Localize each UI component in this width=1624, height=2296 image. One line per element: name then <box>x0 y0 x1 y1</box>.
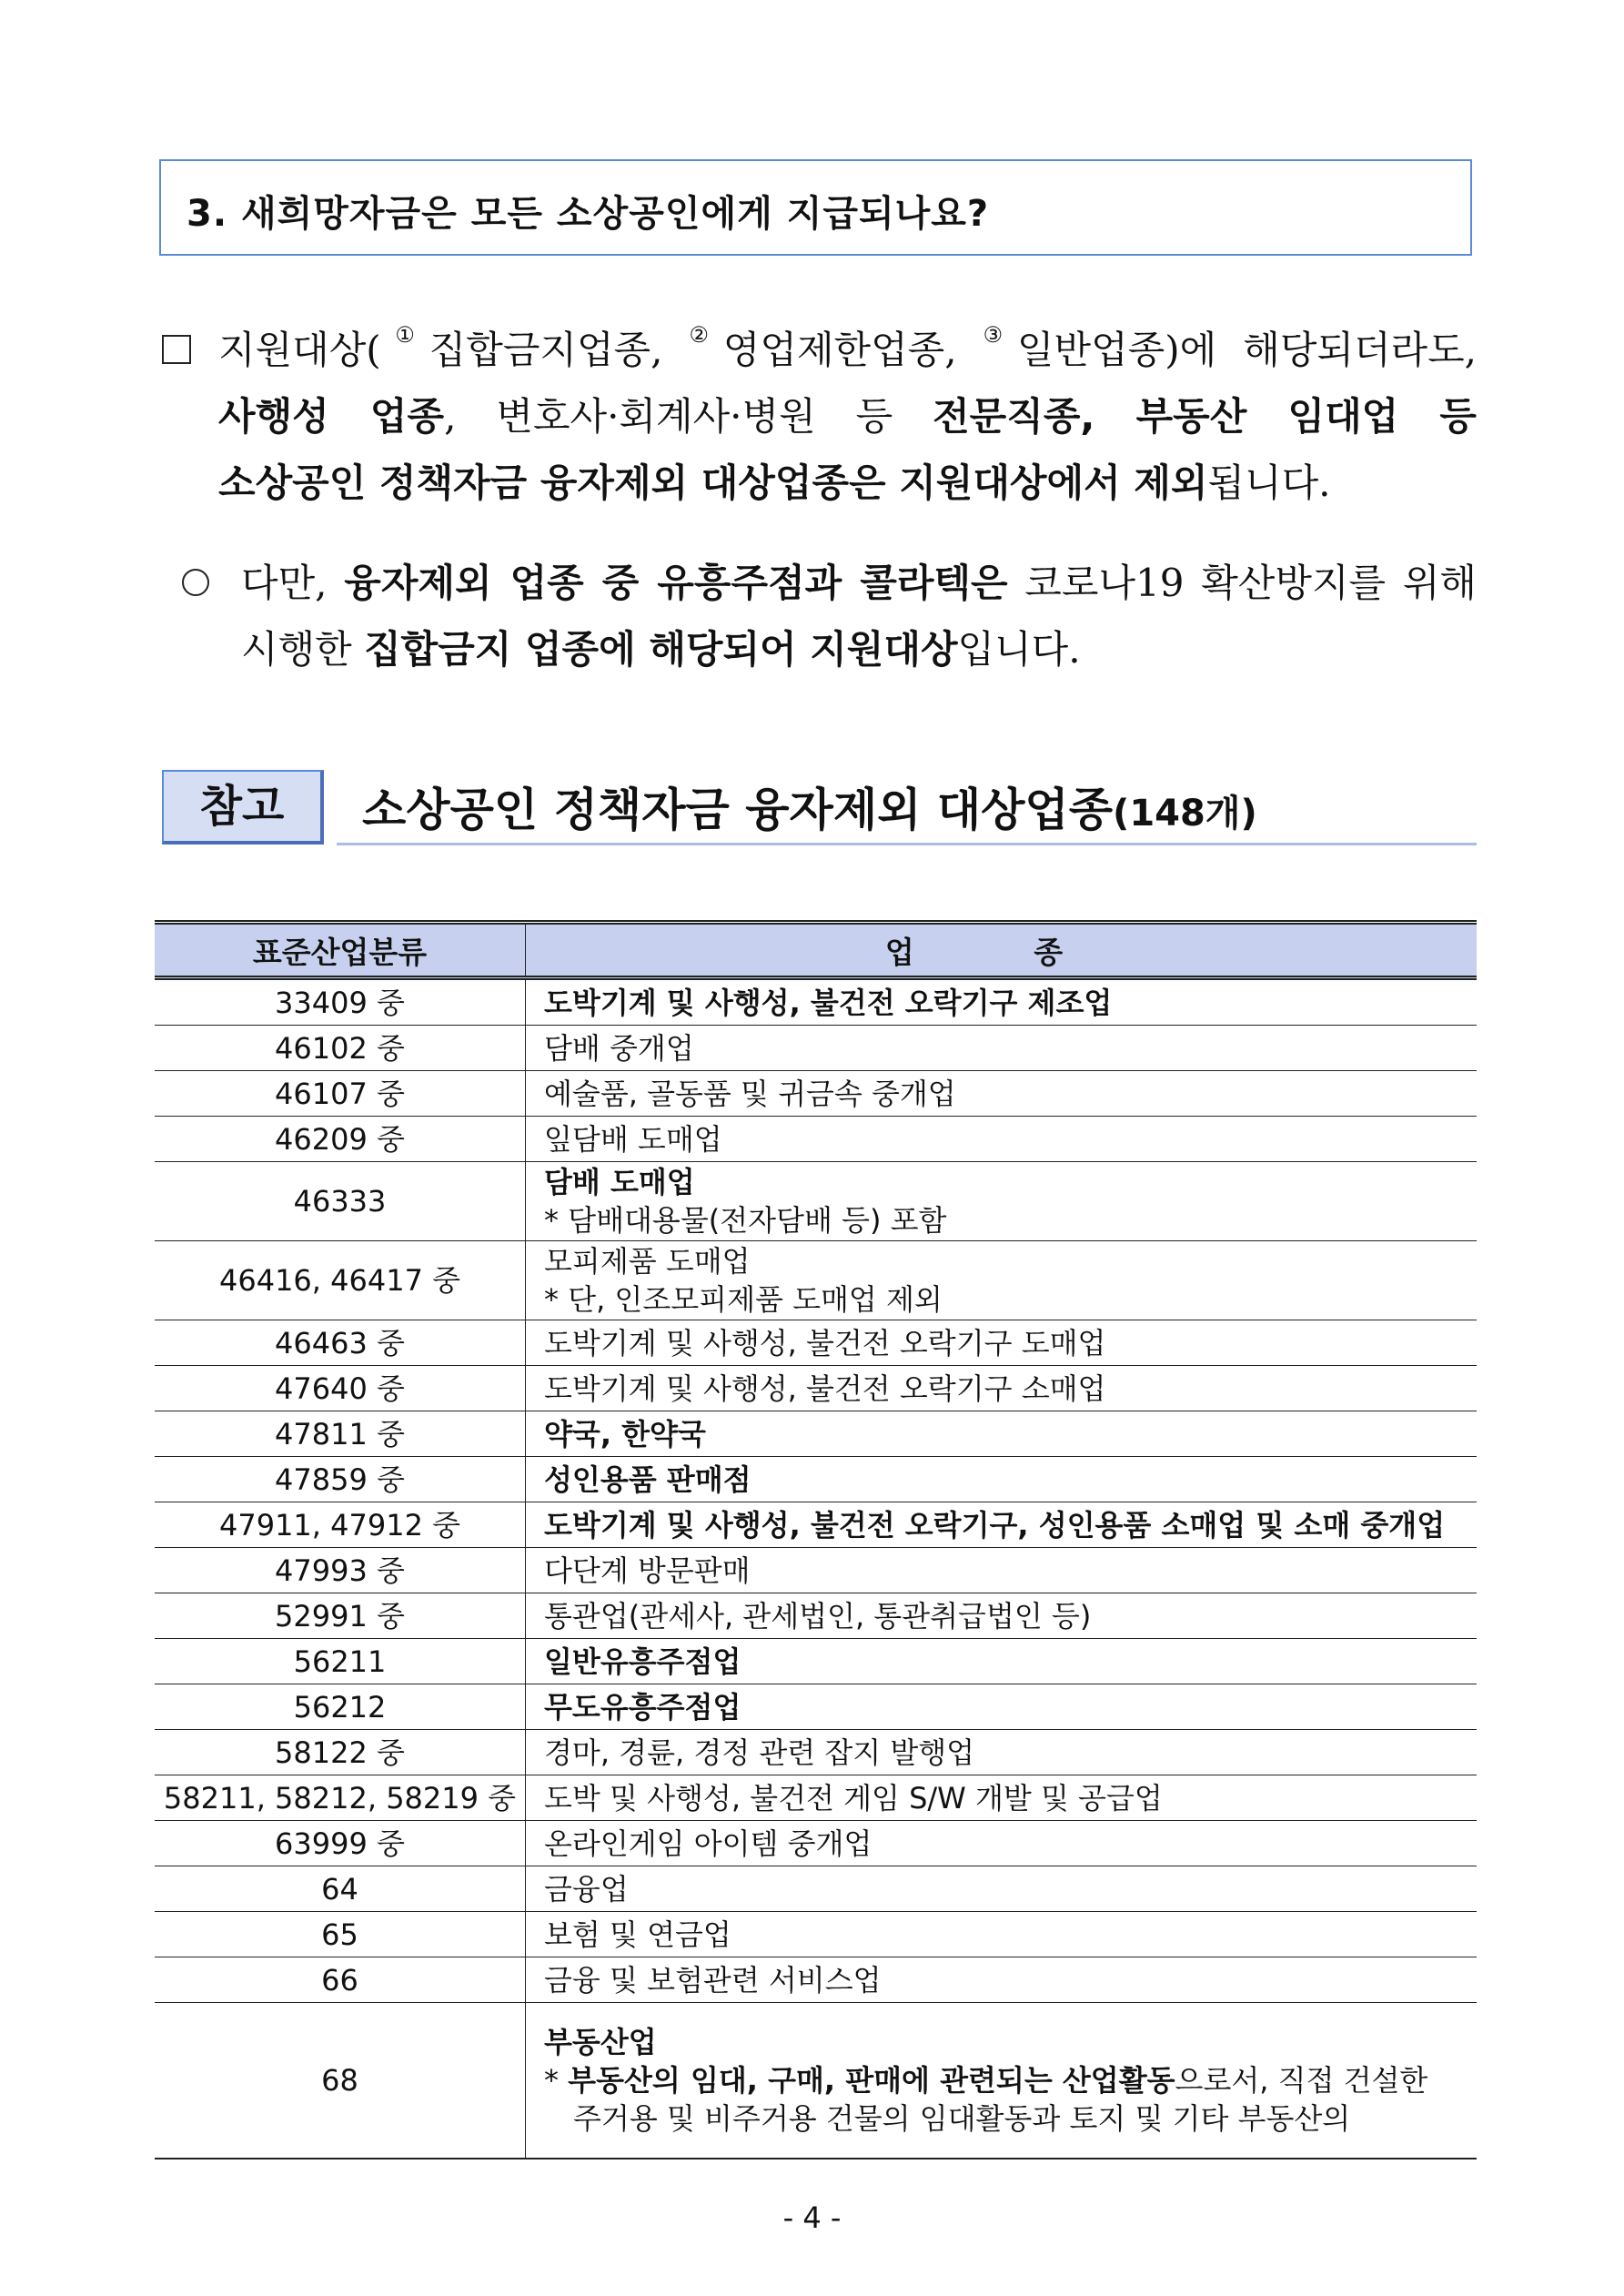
paragraph-eligibility <box>218 317 1477 516</box>
industry-code: 52991 중 <box>155 1593 526 1639</box>
table-row <box>155 1071 1477 1117</box>
text-segment: 담배 도매업 <box>544 1165 695 1199</box>
industry-description <box>526 1548 1478 1593</box>
text-segment: 성인용품 판매점 <box>544 1462 751 1497</box>
text-segment: , 변호사·회계사·병원 등 <box>444 394 933 439</box>
industry-description <box>526 1866 1478 1912</box>
text-segment: 담배 중개업 <box>544 1030 694 1066</box>
table-row <box>155 1912 1477 1957</box>
reference-count: (148개) <box>1113 793 1257 834</box>
description-line <box>544 1120 1477 1158</box>
description-line <box>544 1029 1477 1067</box>
text-segment: 집합금지 업종에 해당되어 지원대상 <box>364 627 958 672</box>
industry-code: 68 <box>155 2003 526 2159</box>
header-industry: 업 종 <box>526 923 1478 978</box>
industry-description <box>526 1912 1478 1957</box>
industry-code: 47640 중 <box>155 1366 526 1411</box>
description-line <box>544 1643 1477 1681</box>
description-line <box>544 1201 1477 1239</box>
page-number: - 4 - <box>782 2200 842 2235</box>
text-segment: 예술품, 골동품 및 귀금속 중개업 <box>544 1076 956 1111</box>
reference-badge: 참고 <box>162 770 324 845</box>
text-segment: * <box>544 2063 569 2098</box>
industry-code: 58211, 58212, 58219 중 <box>155 1775 526 1821</box>
industry-code: 47859 중 <box>155 1457 526 1502</box>
text-segment: 지원대상( <box>218 328 381 372</box>
table-row <box>155 1411 1477 1457</box>
text-segment: 융자제외 업종 중 유흥주점과 콜라텍은 <box>344 561 1008 605</box>
description-line <box>544 1370 1477 1408</box>
description-line <box>544 1597 1477 1635</box>
text-segment: 보험 및 연금업 <box>544 1917 731 1952</box>
text-segment: 부동산업 <box>544 2025 657 2059</box>
industry-code: 47811 중 <box>155 1411 526 1457</box>
description-line <box>544 1324 1477 1362</box>
industry-code: 46333 <box>155 1162 526 1241</box>
text-segment: 온라인게임 아이템 중개업 <box>544 1826 873 1861</box>
circled-number: ② <box>689 322 723 348</box>
table-row <box>155 1866 1477 1912</box>
square-bullet-icon <box>162 335 191 364</box>
description-line <box>544 1415 1477 1453</box>
description-line <box>544 1075 1477 1113</box>
text-segment: 입니다. <box>957 627 1081 672</box>
industry-description <box>526 1502 1478 1548</box>
circle-bullet-icon <box>182 569 209 596</box>
question-box <box>159 159 1472 256</box>
text-segment: 모피제품 도매업 <box>544 1244 751 1279</box>
circled-number: ① <box>380 322 429 348</box>
industry-code: 66 <box>155 1957 526 2003</box>
industry-description <box>526 1071 1478 1117</box>
text-segment: 금융업 <box>544 1871 629 1907</box>
paragraph-exception <box>241 550 1477 683</box>
reference-title-text: 소상공인 정책자금 융자제외 대상업종 <box>362 784 1114 836</box>
industry-description <box>526 1457 1478 1502</box>
industry-code: 65 <box>155 1912 526 1957</box>
table-row <box>155 1162 1477 1241</box>
paragraph-line <box>241 616 1477 683</box>
text-segment: 일반유흥주점업 <box>544 1644 741 1679</box>
description-line <box>544 1961 1477 1999</box>
table-row <box>155 1502 1477 1548</box>
industry-description <box>526 1162 1478 1241</box>
paragraph-line <box>218 450 1477 516</box>
industry-code: 46209 중 <box>155 1117 526 1162</box>
industry-description <box>526 1957 1478 2003</box>
text-segment: 영업제한업종, <box>722 328 983 372</box>
text-segment: 금융 및 보험관련 서비스업 <box>544 1962 882 1998</box>
industry-description <box>526 978 1478 1026</box>
industry-code: 47993 중 <box>155 1548 526 1593</box>
text-segment: 으로서, 직접 건설한 <box>1175 2063 1428 2098</box>
text-segment: * 담배대용물(전자담배 등) 포함 <box>544 1203 947 1238</box>
text-segment: 도박기계 및 사행성, 불건전 오락기구 제조업 <box>544 985 1113 1020</box>
description-line <box>544 2061 1477 2099</box>
table-row <box>155 1775 1477 1821</box>
description-line <box>544 1916 1477 1954</box>
table-row <box>155 2003 1477 2159</box>
paragraph-line <box>241 550 1477 616</box>
text-segment: 소상공인 정책자금 융자제외 대상업종은 지원대상에서 제외 <box>218 460 1208 505</box>
industry-description <box>526 1593 1478 1639</box>
table-row <box>155 1957 1477 2003</box>
industry-description <box>526 1117 1478 1162</box>
question-title: 3. 새희망자금은 모든 소상공인에게 지급되나요? <box>187 193 990 235</box>
table-row <box>155 1117 1477 1162</box>
industry-code: 46463 중 <box>155 1320 526 1366</box>
industry-code: 56212 <box>155 1684 526 1730</box>
table-row <box>155 1821 1477 1866</box>
text-segment: 도박 및 사행성, 불건전 게임 S/W 개발 및 공급업 <box>544 1780 1163 1816</box>
description-line <box>544 1870 1477 1908</box>
paragraph-line <box>218 317 1477 383</box>
excluded-industries-table <box>155 920 1477 2159</box>
table-row <box>155 1026 1477 1071</box>
text-segment: 경마, 경륜, 경정 관련 잡지 발행업 <box>544 1735 975 1770</box>
text-segment: 통관업(관세사, 관세법인, 통관취급법인 등) <box>544 1598 1092 1633</box>
industry-description <box>526 1241 1478 1320</box>
description-line <box>544 1779 1477 1817</box>
description-line <box>544 2023 1477 2061</box>
table-row <box>155 1639 1477 1684</box>
text-segment: 무도유흥주점업 <box>544 1689 741 1725</box>
industry-code: 63999 중 <box>155 1821 526 1866</box>
industry-code: 33409 중 <box>155 978 526 1026</box>
description-line <box>544 984 1477 1022</box>
text-segment: 시행한 <box>241 627 365 672</box>
description-line <box>544 1552 1477 1590</box>
industry-description <box>526 2003 1478 2159</box>
industry-description <box>526 1639 1478 1684</box>
table-row <box>155 978 1477 1026</box>
reference-underline <box>337 843 1477 845</box>
industry-description <box>526 1821 1478 1866</box>
header-classification: 표준산업분류 <box>155 923 526 978</box>
industry-description <box>526 1730 1478 1775</box>
industry-code: 58122 중 <box>155 1730 526 1775</box>
text-segment: 집합금지업종, <box>429 328 690 372</box>
description-line <box>544 1461 1477 1499</box>
text-segment: 코로나19 확산방지를 위해 <box>1007 561 1477 605</box>
description-line <box>544 1688 1477 1726</box>
table-row <box>155 1320 1477 1366</box>
description-line <box>544 1506 1477 1544</box>
table-row <box>155 1548 1477 1593</box>
table-row <box>155 1684 1477 1730</box>
table-row <box>155 1366 1477 1411</box>
industry-description <box>526 1684 1478 1730</box>
text-segment: 약국, 한약국 <box>544 1416 706 1451</box>
table-row <box>155 1730 1477 1775</box>
text-segment: 됩니다. <box>1207 460 1331 505</box>
text-segment: 주거용 및 비주거용 건물의 임대활동과 토지 및 기타 부동산의 <box>573 2101 1351 2136</box>
text-segment: 사행성 업종 <box>218 394 445 439</box>
text-segment: 잎담배 도매업 <box>544 1121 722 1157</box>
circled-number: ③ <box>983 322 1017 348</box>
industry-description <box>526 1320 1478 1366</box>
description-line <box>544 2099 1477 2138</box>
industry-description <box>526 1411 1478 1457</box>
text-segment: 다단계 방문판매 <box>544 1553 751 1588</box>
text-segment: 도박기계 및 사행성, 불건전 오락기구 소매업 <box>544 1371 1106 1406</box>
industry-code: 46107 중 <box>155 1071 526 1117</box>
industry-code: 56211 <box>155 1639 526 1684</box>
description-line <box>544 1280 1477 1319</box>
description-line <box>544 1163 1477 1201</box>
paragraph-line <box>218 383 1477 450</box>
text-segment: 도박기계 및 사행성, 불건전 오락기구, 성인용품 소매업 및 소매 중개업 <box>544 1507 1446 1542</box>
industry-code: 47911, 47912 중 <box>155 1502 526 1548</box>
description-line <box>544 1242 1477 1280</box>
table-row <box>155 1457 1477 1502</box>
industry-code: 46102 중 <box>155 1026 526 1071</box>
industry-description <box>526 1775 1478 1821</box>
description-line <box>544 1825 1477 1863</box>
industry-code: 64 <box>155 1866 526 1912</box>
text-segment: 도박기계 및 사행성, 불건전 오락기구 도매업 <box>544 1325 1106 1360</box>
reference-title <box>362 774 1257 839</box>
text-segment: 다만, <box>241 561 345 605</box>
industry-description <box>526 1366 1478 1411</box>
description-line <box>544 1734 1477 1772</box>
text-segment: 일반업종)에 해당되더라도, <box>1016 328 1478 372</box>
table-row <box>155 1593 1477 1639</box>
industry-description <box>526 1026 1478 1071</box>
text-segment: 전문직종, 부동산 임대업 등 <box>933 394 1477 439</box>
text-segment: 부동산의 임대, 구매, 판매에 관련되는 산업활동 <box>568 2063 1175 2098</box>
industry-code: 46416, 46417 중 <box>155 1241 526 1320</box>
text-segment: * 단, 인조모피제품 도매업 제외 <box>544 1282 943 1317</box>
table-row <box>155 1241 1477 1320</box>
